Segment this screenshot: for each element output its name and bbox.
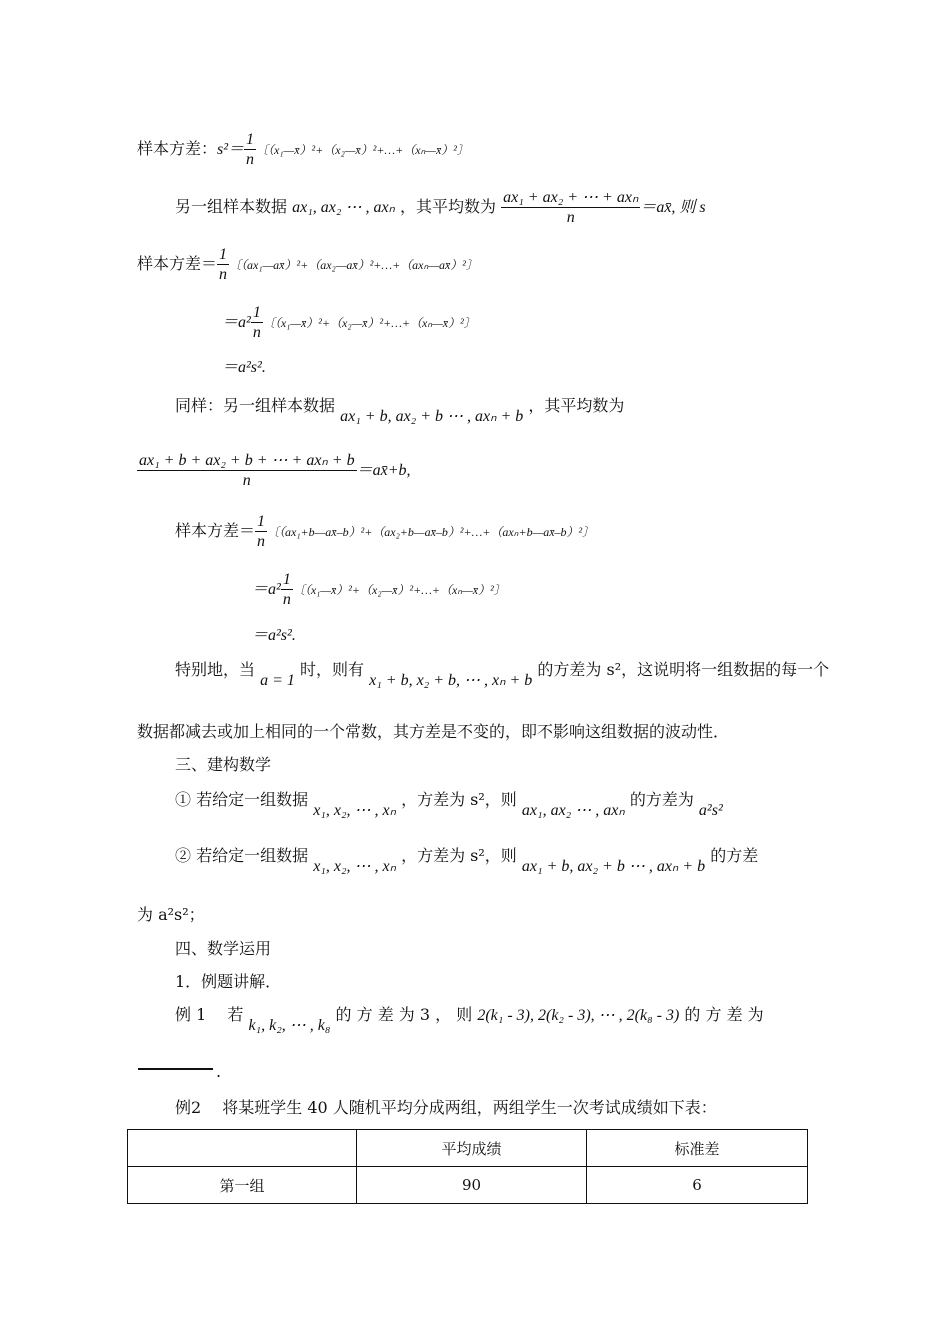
numerator: 1 xyxy=(219,246,228,263)
data-list: x₁, x₂, ⋯ , xₙ xyxy=(313,858,396,875)
text: 另一组样本数据 xyxy=(175,197,288,217)
text: ，其平均数为 xyxy=(528,396,625,415)
mean-fraction xyxy=(501,188,640,227)
fraction xyxy=(281,570,293,609)
fraction xyxy=(217,245,229,284)
formula-body: 〔（x₁—x̄）²+（x₂—x̄）²+…+（xₙ—x̄）²〕 xyxy=(292,583,506,598)
shifted-data-line xyxy=(175,396,625,425)
header-cell: 平均成绩 xyxy=(357,1130,587,1167)
result-line: ＝a²s². xyxy=(222,359,266,376)
header-cell xyxy=(128,1130,357,1167)
variance-formula-line xyxy=(137,130,469,169)
formula-body: 〔（ax₁—ax̄）²+（ax₂—ax̄）²+…+（axₙ—ax̄）²〕 xyxy=(229,258,478,273)
denominator: n xyxy=(219,266,228,284)
numerator: ax₁ + b + ax₂ + b + ⋯ + axₙ + b xyxy=(139,452,355,469)
header-cell: 标准差 xyxy=(587,1130,808,1167)
text: ，其平均数为 xyxy=(400,197,497,217)
formula-body: 〔（ax₁+b—ax̄–b）²+（ax₂+b—ax̄–b）²+…+（axₙ+b—ax̄–b）²〕 xyxy=(267,525,595,540)
answer-blank[interactable] xyxy=(138,1068,213,1070)
text: 时，则有 xyxy=(300,660,365,679)
denominator: n xyxy=(137,470,357,490)
fraction xyxy=(251,303,263,342)
fraction xyxy=(244,130,256,169)
example-heading: 1．例题讲解． xyxy=(175,972,282,991)
simplify-line xyxy=(222,303,476,342)
text: ，方差为 s²，则 xyxy=(401,790,517,809)
fraction xyxy=(255,512,267,551)
text: ，方差为 s²，则 xyxy=(401,846,517,865)
label: 样本方差＝ xyxy=(137,254,218,274)
text: 的方差为 xyxy=(629,790,694,809)
table-cell: 6 xyxy=(587,1167,808,1204)
text: 同样：另一组样本数据 xyxy=(175,396,336,415)
numerator: 1 xyxy=(246,131,255,148)
simplify-line-2 xyxy=(252,570,506,609)
numerator: 1 xyxy=(282,571,291,588)
denominator: n xyxy=(252,324,261,342)
formula-body: 〔（x₁—x̄）²+（x₂—x̄）²+…+（xₙ—x̄）²〕 xyxy=(262,316,476,331)
formula-body: 〔（x₁—x̄）²+（x₂—x̄）²+…+（xₙ—x̄）²〕 xyxy=(256,143,469,158)
data-list: k₁, k₂, ⋯ , k₈ xyxy=(248,1017,331,1034)
data-list: x₁, x₂, ⋯ , xₙ xyxy=(313,802,396,819)
property-1-line xyxy=(175,790,723,819)
conclusion-line: 数据都减去或加上相同的一个常数，其方差是不变的，即不影响这组数据的波动性． xyxy=(137,722,730,741)
grades-table xyxy=(127,1129,808,1204)
result: a²s² xyxy=(698,802,723,819)
scaled-mean-line xyxy=(175,188,706,227)
label: 样本方差： xyxy=(137,139,218,159)
text: ① 若给定一组数据 xyxy=(175,790,309,809)
condition: a = 1 xyxy=(260,672,295,689)
section-heading-4: 四、数学运用 xyxy=(175,939,272,958)
prefix: ＝a² xyxy=(252,581,281,599)
text: 的方差为 s²，这说明将一组数据的每一个 xyxy=(537,660,830,679)
text: 的方差 xyxy=(710,846,759,865)
result: ＝ax̄, 则 s xyxy=(640,199,706,217)
table-header-row xyxy=(128,1130,808,1167)
label: 样本方差＝ xyxy=(175,521,256,541)
numerator: 1 xyxy=(257,513,266,530)
data-list: x₁ + b, x₂ + b, ⋯ , xₙ + b xyxy=(369,672,533,689)
example-1-line xyxy=(175,1005,764,1034)
denominator: n xyxy=(501,207,640,227)
text: ② 若给定一组数据 xyxy=(175,846,309,865)
data-list-2: ax₁, ax₂ ⋯ , axₙ xyxy=(521,802,625,819)
table-row xyxy=(128,1167,808,1204)
property-2-line xyxy=(175,846,759,875)
scaled-variance-line xyxy=(137,245,478,284)
table-cell: 第一组 xyxy=(128,1167,357,1204)
shifted-mean-line xyxy=(137,451,411,490)
text: 例 1 若 xyxy=(175,1005,244,1024)
text: 的 方 差 为 3 ， 则 xyxy=(335,1005,473,1024)
denominator: n xyxy=(257,533,266,551)
numerator: 1 xyxy=(252,304,261,321)
text: 的 方 差 为 xyxy=(684,1005,764,1024)
mean-fraction xyxy=(137,451,357,490)
result-line-2: ＝a²s². xyxy=(252,627,296,644)
result: ＝ax̄+b, xyxy=(356,462,411,480)
prefix: ＝a² xyxy=(222,314,251,332)
special-case-line xyxy=(175,660,830,689)
s-squared: s²＝ xyxy=(217,141,245,159)
shifted-variance-line xyxy=(175,512,594,551)
example-2-line: 例2 将某班学生 40 人随机平均分成两组，两组学生一次考试成绩如下表： xyxy=(175,1098,717,1117)
blank-period: . xyxy=(216,1062,222,1081)
property-2-result: 为 a²s²； xyxy=(137,905,205,924)
section-heading-3: 三、建构数学 xyxy=(175,755,272,774)
data-list-2: 2(k₁ - 3), 2(k₂ - 3), ⋯ , 2(k₈ - 3) xyxy=(477,1007,680,1024)
denominator: n xyxy=(246,151,255,169)
table-cell: 90 xyxy=(357,1167,587,1204)
numerator: ax₁ + ax₂ + ⋯ + axₙ xyxy=(503,189,639,206)
text: 特别地，当 xyxy=(175,660,256,679)
data-list: ax₁ + b, ax₂ + b ⋯ , axₙ + b xyxy=(340,408,524,425)
data-list-2: ax₁ + b, ax₂ + b ⋯ , axₙ + b xyxy=(521,858,706,875)
denominator: n xyxy=(282,591,291,609)
data-list: ax₁, ax₂ ⋯ , axₙ xyxy=(292,199,395,217)
